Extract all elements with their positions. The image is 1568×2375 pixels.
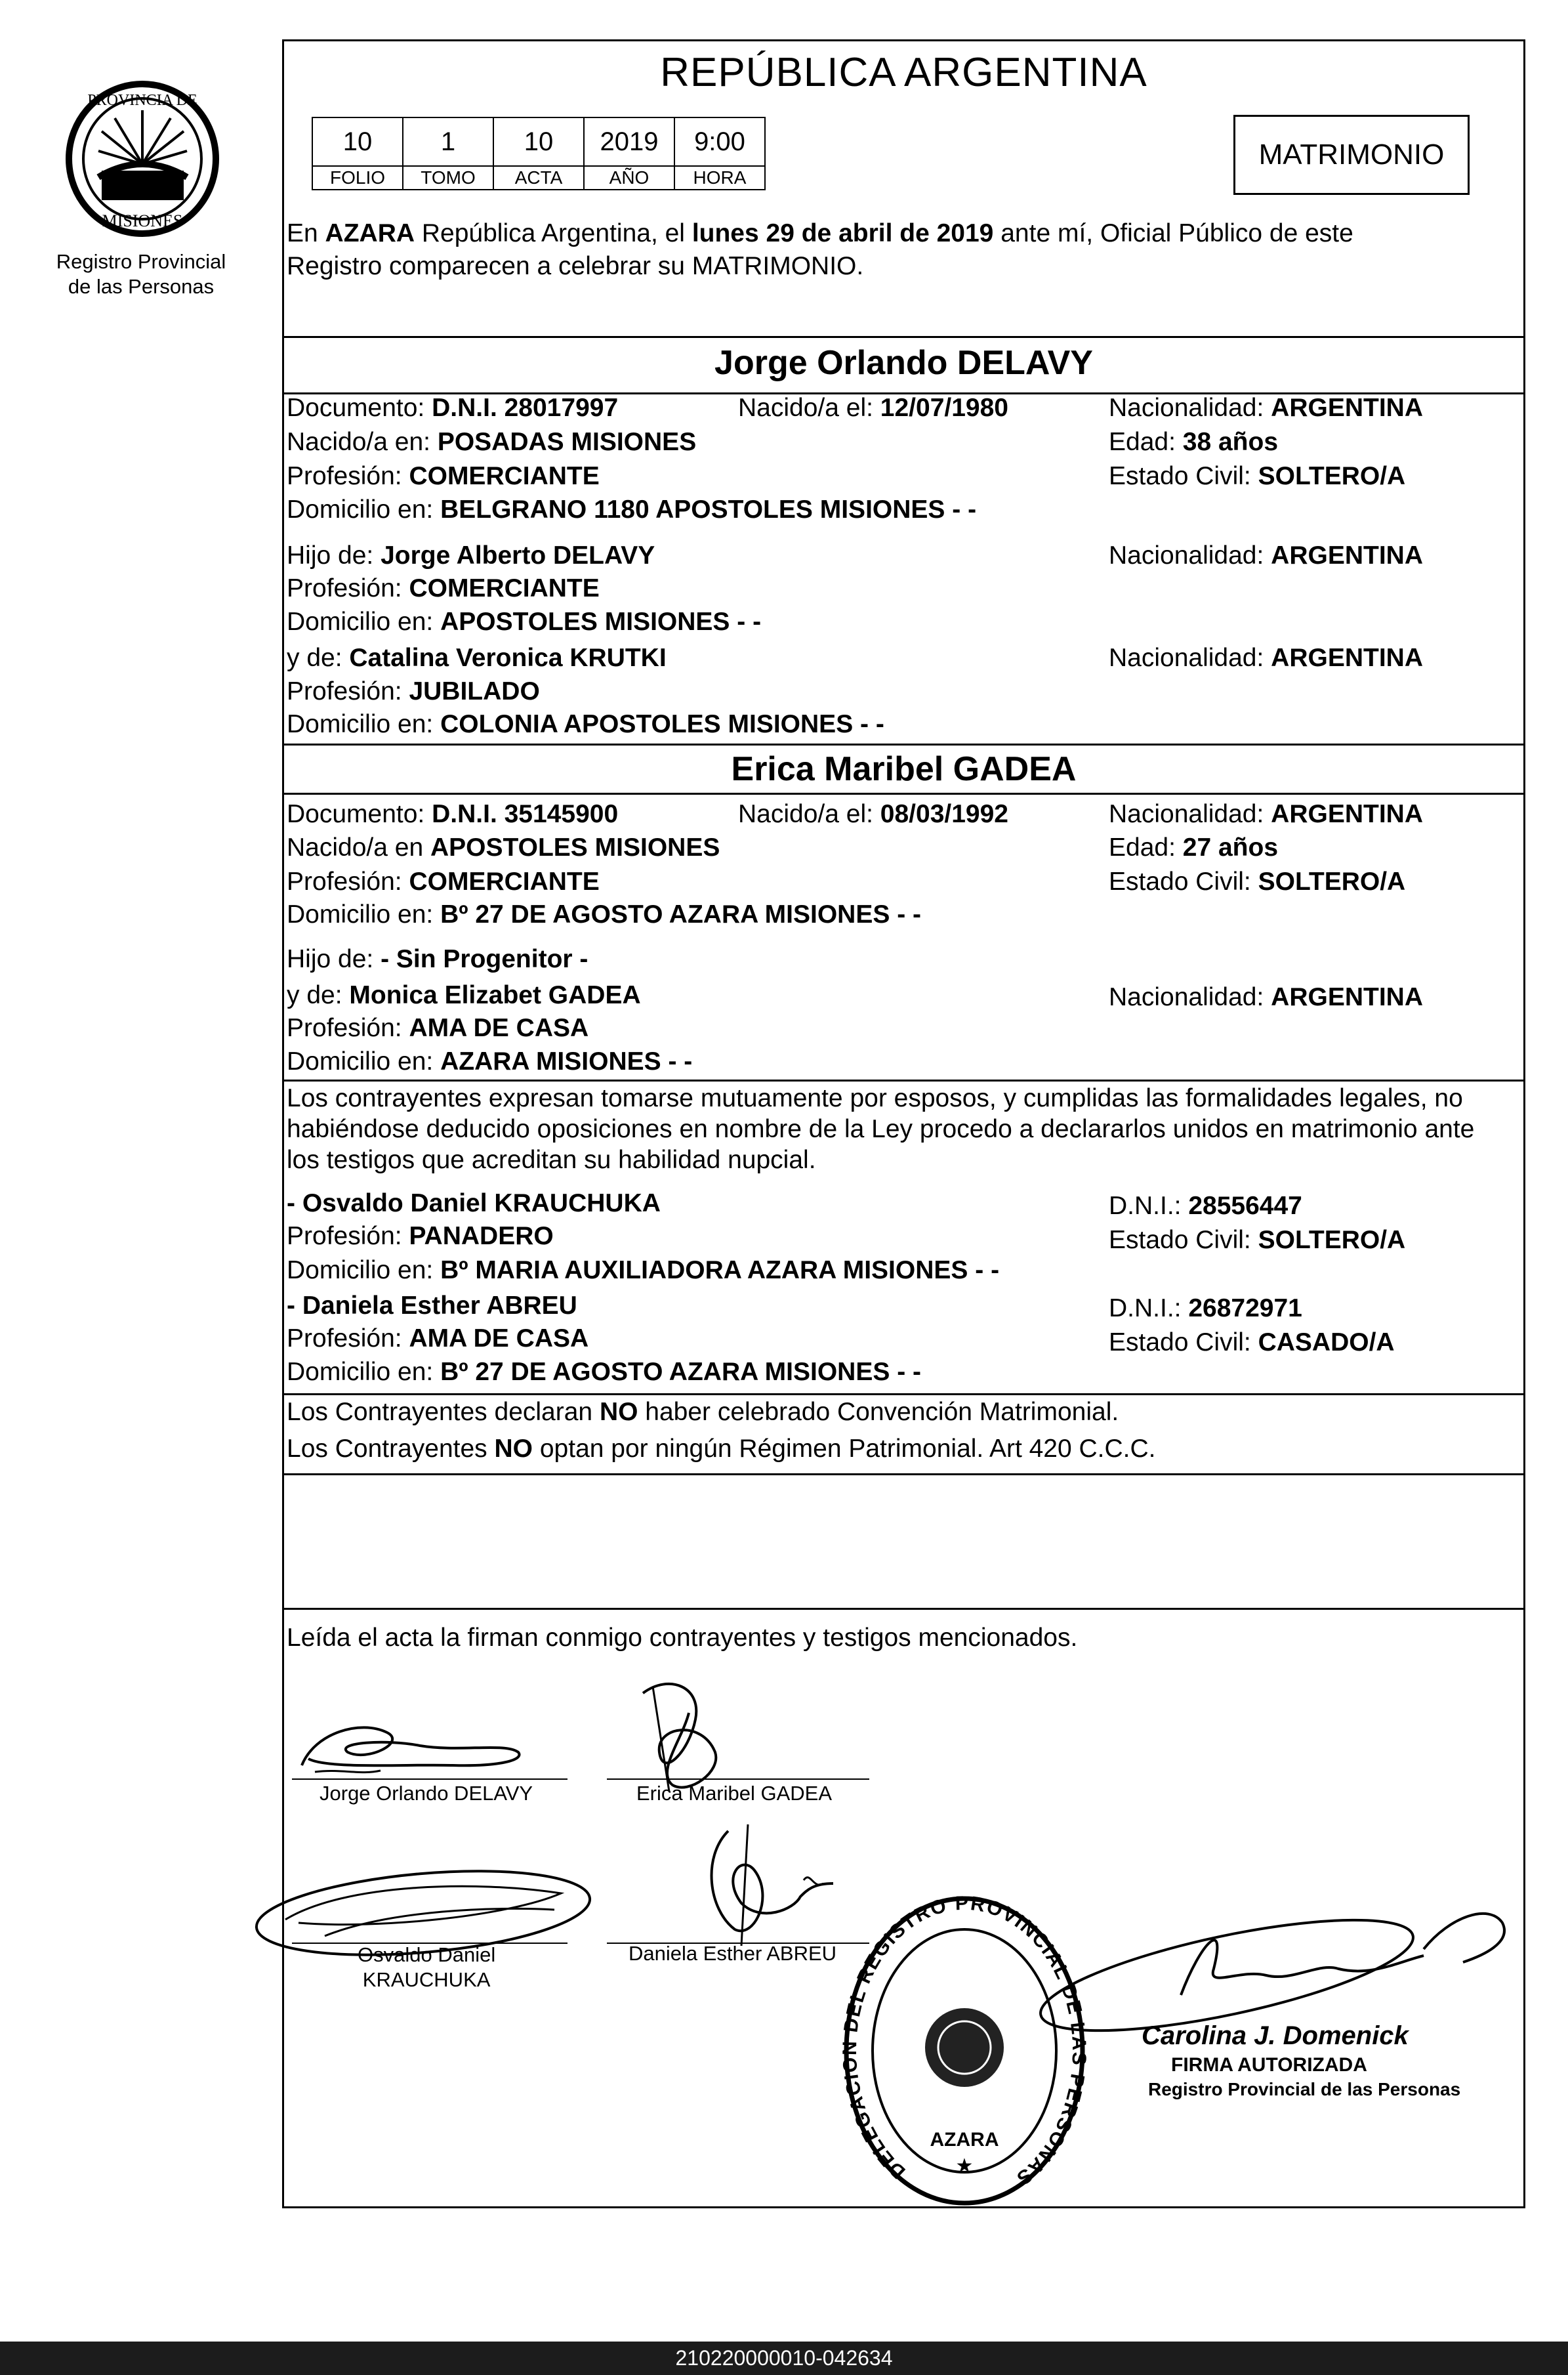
closing-statement: Leída el acta la firman conmigo contrayentes y testigos mencionados. (287, 1624, 1078, 1652)
divider (282, 1473, 1525, 1475)
groom-signature-caption: Jorge Orlando DELAVY (320, 1782, 533, 1805)
anio-label: AÑO (584, 166, 674, 190)
acta-value: 10 (493, 117, 584, 166)
tomo-label: TOMO (403, 166, 493, 190)
seal-text-bottom: MISIONES (102, 211, 183, 230)
witness-1-civil-status: Estado Civil: SOLTERO/A (1109, 1226, 1406, 1254)
bride-profession: Profesión: COMERCIANTE (287, 868, 600, 896)
intro-line-2: Registro comparecen a celebrar su MATRIMONIO. (287, 252, 864, 280)
divider (282, 1608, 1525, 1610)
provincial-seal-logo (62, 79, 223, 240)
footer-code-bar: 210220000010-042634 (0, 2342, 1568, 2375)
bride-nationality: Nacionalidad: ARGENTINA (1109, 800, 1424, 828)
registry-line-2: de las Personas (68, 275, 215, 298)
intro-line-1: En AZARA República Argentina, el lunes 29 de abril de 2019 ante mí, Oficial Público de este (287, 219, 1353, 247)
bride-birthplace: Nacido/a en APOSTOLES MISIONES (287, 833, 720, 862)
stamp-bottom-text: AZARA (930, 2129, 999, 2151)
witness-2-dni: D.N.I.: 26872971 (1109, 1294, 1302, 1322)
witness-1-signature-caption: Osvaldo Daniel KRAUCHUKA (358, 1943, 496, 1991)
declaration-line-2: habiéndose deducido oposiciones en nombre de la Ley procedo a declararlos unidos en matrimonio ante (287, 1115, 1475, 1143)
witness-1-profession: Profesión: PANADERO (287, 1222, 554, 1250)
officer-name: Carolina J. Domenick (1142, 2021, 1409, 2050)
bride-father: Hijo de: - Sin Progenitor - (287, 945, 588, 973)
groom-mother-profession: Profesión: JUBILADO (287, 677, 540, 705)
svg-text:★: ★ (955, 2155, 974, 2177)
witness-1-name: - Osvaldo Daniel KRAUCHUKA (287, 1189, 661, 1217)
doc-type-box: MATRIMONIO (1233, 115, 1470, 195)
officer-signature (1030, 1903, 1516, 2021)
witness-2-civil-status: Estado Civil: CASADO/A (1109, 1328, 1395, 1356)
folio-label: FOLIO (312, 166, 403, 190)
divider (282, 336, 1525, 338)
groom-name-heading: Jorge Orlando DELAVY (714, 344, 1093, 382)
hora-label: HORA (674, 166, 765, 190)
acta-label: ACTA (493, 166, 584, 190)
bride-civil-status: Estado Civil: SOLTERO/A (1109, 868, 1406, 896)
groom-signature (289, 1706, 538, 1785)
groom-father-nationality: Nacionalidad: ARGENTINA (1109, 541, 1424, 570)
groom-address: Domicilio en: BELGRANO 1180 APOSTOLES MISIONES - - (287, 495, 977, 524)
registration-table (312, 117, 766, 190)
regime-line-1: Los Contrayentes declaran NO haber celebrado Convención Matrimonial. (287, 1398, 1119, 1426)
witness-2-profession: Profesión: AMA DE CASA (287, 1324, 589, 1353)
witness-2-signature (682, 1818, 853, 1949)
divider (282, 793, 1525, 795)
page-title: REPÚBLICA ARGENTINA (660, 50, 1147, 95)
witness-2-name: - Daniela Esther ABREU (287, 1292, 577, 1320)
groom-father-profession: Profesión: COMERCIANTE (287, 574, 600, 602)
groom-nationality: Nacionalidad: ARGENTINA (1109, 394, 1424, 422)
bride-document: Documento: D.N.I. 35145900 (287, 800, 619, 828)
bride-age: Edad: 27 años (1109, 833, 1279, 862)
folio-value: 10 (312, 117, 403, 166)
groom-birthdate: Nacido/a el: 12/07/1980 (738, 394, 1008, 422)
bride-mother-nationality: Nacionalidad: ARGENTINA (1109, 983, 1424, 1011)
declaration-line-3: los testigos que acreditan su habilidad nupcial. (287, 1146, 816, 1174)
seal-text-top: PROVINCIA DE (87, 92, 197, 109)
bride-name-heading: Erica Maribel GADEA (731, 750, 1077, 788)
groom-profession: Profesión: COMERCIANTE (287, 462, 600, 490)
bride-birthdate: Nacido/a el: 08/03/1992 (738, 800, 1008, 828)
declaration-line-1: Los contrayentes expresan tomarse mutuamente por esposos, y cumplidas las formalidades legales, no (287, 1084, 1463, 1112)
anio-value: 2019 (584, 117, 674, 166)
groom-father: Hijo de: Jorge Alberto DELAVY (287, 541, 655, 570)
hora-value: 9:00 (674, 117, 765, 166)
officer-role: FIRMA AUTORIZADA (1171, 2054, 1367, 2076)
bride-mother-profession: Profesión: AMA DE CASA (287, 1014, 589, 1042)
groom-mother-nationality: Nacionalidad: ARGENTINA (1109, 644, 1424, 672)
groom-mother-address: Domicilio en: COLONIA APOSTOLES MISIONES - - (287, 710, 884, 738)
stamp-ring-text: DELEGACION DEL REGISTRO PROVINCIAL DE LAS PERSONAS (838, 1892, 1090, 2190)
groom-birthplace: Nacido/a en: POSADAS MISIONES (287, 428, 697, 456)
groom-mother: y de: Catalina Veronica KRUTKI (287, 644, 667, 672)
groom-age: Edad: 38 años (1109, 428, 1279, 456)
groom-father-address: Domicilio en: APOSTOLES MISIONES - - (287, 608, 762, 636)
witness-2-signature-caption: Daniela Esther ABREU (629, 1942, 837, 1965)
officer-org: Registro Provincial de las Personas (1148, 2079, 1461, 2099)
bride-address: Domicilio en: Bº 27 DE AGOSTO AZARA MISIONES - - (287, 900, 922, 929)
groom-document: Documento: D.N.I. 28017997 (287, 394, 619, 422)
bride-mother: y de: Monica Elizabet GADEA (287, 981, 641, 1009)
bride-signature (623, 1673, 741, 1798)
bride-signature-caption: Erica Maribel GADEA (636, 1782, 833, 1805)
divider (282, 744, 1525, 746)
tomo-value: 1 (403, 117, 493, 166)
witness-2-address: Domicilio en: Bº 27 DE AGOSTO AZARA MISIONES - - (287, 1358, 922, 1386)
witness-1-signature (246, 1857, 613, 1969)
regime-line-2: Los Contrayentes NO optan por ningún Régimen Patrimonial. Art 420 C.C.C. (287, 1435, 1156, 1463)
groom-civil-status: Estado Civil: SOLTERO/A (1109, 462, 1406, 490)
witness-1-dni: D.N.I.: 28556447 (1109, 1192, 1302, 1220)
registry-caption (33, 249, 249, 299)
witness-1-address: Domicilio en: Bº MARIA AUXILIADORA AZARA MISIONES - - (287, 1256, 1000, 1284)
registry-line-1: Registro Provincial (56, 250, 226, 273)
bride-mother-address: Domicilio en: AZARA MISIONES - - (287, 1047, 693, 1076)
